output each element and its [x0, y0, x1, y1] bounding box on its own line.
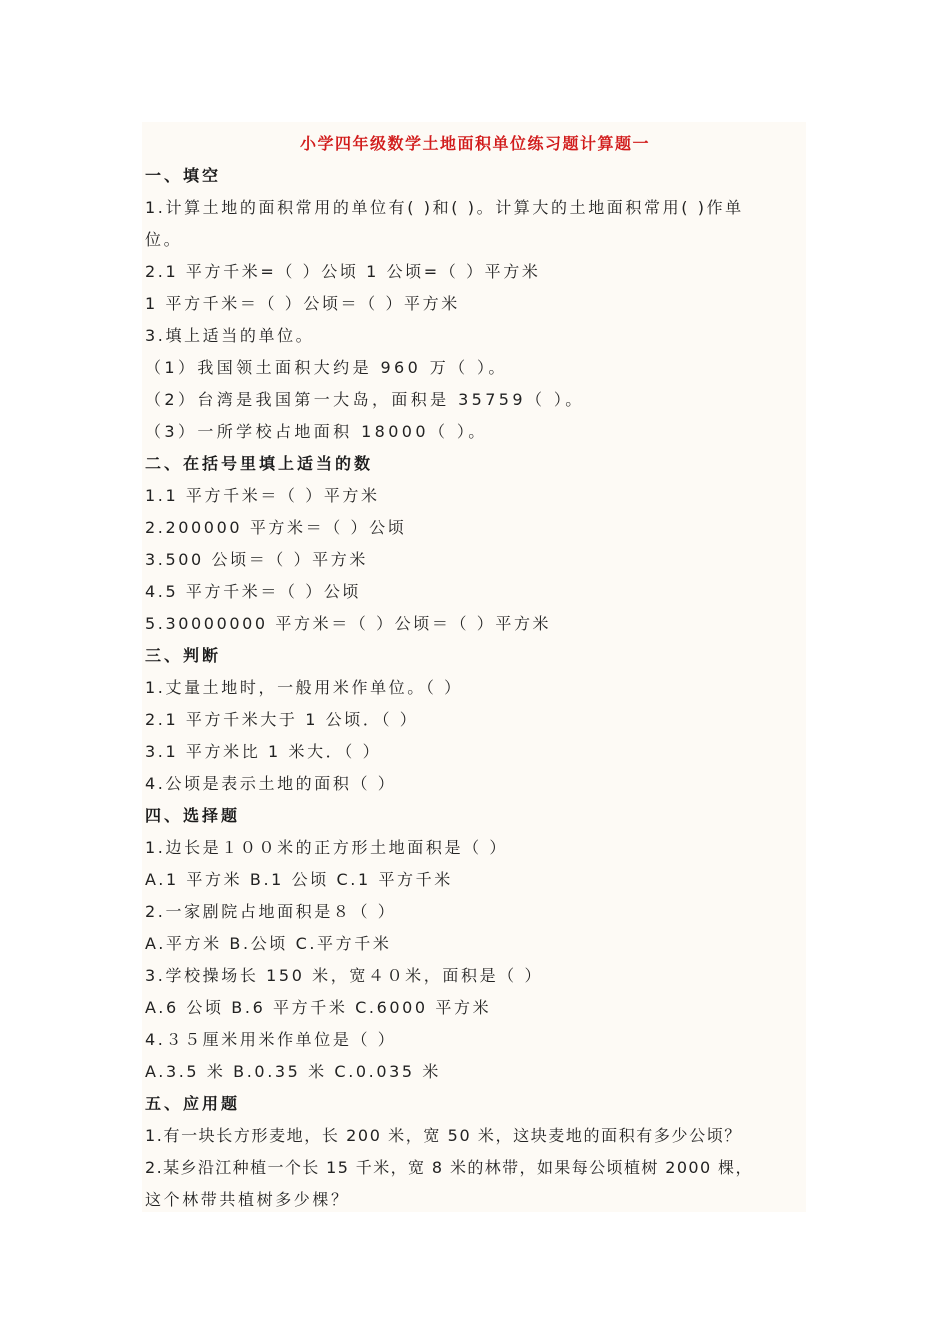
question-line: 4.３５厘米用米作单位是（ ）: [145, 1030, 397, 1049]
question-line: 3.1 平方米比 1 米大．（ ）: [145, 742, 382, 761]
question-line: （2）台湾是我国第一大岛，面积是 35759（ ）。: [145, 390, 585, 409]
section-heading-fill-in: 一、填空: [145, 166, 222, 185]
section-heading-true-false: 三、判断: [145, 646, 222, 665]
question-line: 2.1 平方千米=（ ）公顷 1 公顷=（ ）平方米: [145, 262, 541, 281]
question-line: 2.200000 平方米＝（ ）公顷: [145, 518, 407, 537]
question-line: 1.有一块长方形麦地，长 200 米，宽 50 米，这块麦地的面积有多少公顷？: [145, 1126, 742, 1145]
answer-options-line: A.3.5 米 B.0.35 米 C.0.035 米: [145, 1062, 441, 1081]
question-line: 3.500 公顷＝（ ）平方米: [145, 550, 368, 569]
question-line: 1 平方千米＝（ ）公顷＝（ ）平方米: [145, 294, 460, 313]
document-title: 小学四年级数学土地面积单位练习题计算题一: [299, 134, 650, 153]
question-line: 1.1 平方千米＝（ ）平方米: [145, 486, 380, 505]
question-line: （1）我国领土面积大约是 960 万（ ）。: [145, 358, 508, 377]
section-heading-word-problems: 五、应用题: [145, 1094, 241, 1113]
question-line: 1.丈量土地时，一般用米作单位。（ ）: [145, 678, 463, 697]
answer-options-line: A.6 公顷 B.6 平方千米 C.6000 平方米: [145, 998, 492, 1017]
question-line: 2.1 平方千米大于 1 公顷．（ ）: [145, 710, 419, 729]
section-heading-fill-numbers: 二、在括号里填上适当的数: [145, 454, 374, 473]
question-line: 4.公顷是表示土地的面积（ ）: [145, 774, 397, 793]
question-line: 1.计算土地的面积常用的单位有( )和( )。计算大的土地面积常用( )作单: [145, 198, 744, 217]
question-line: 2.一家剧院占地面积是８（ ）: [145, 902, 397, 921]
question-line: 这个林带共植树多少棵？: [145, 1190, 350, 1209]
question-line: 2.某乡沿江种植一个长 15 千米，宽 8 米的林带，如果每公顷植树 2000 棵，: [145, 1158, 753, 1177]
question-line: （3）一所学校占地面积 18000（ ）。: [145, 422, 488, 441]
question-line: 1.边长是１００米的正方形土地面积是（ ）: [145, 838, 508, 857]
section-heading-multiple-choice: 四、选择题: [145, 806, 241, 825]
question-line: 位。: [145, 230, 183, 249]
question-line: 3.学校操场长 150 米，宽４０米，面积是（ ）: [145, 966, 544, 985]
answer-options-line: A.1 平方米 B.1 公顷 C.1 平方千米: [145, 870, 453, 889]
answer-options-line: A.平方米 B.公顷 C.平方千米: [145, 934, 392, 953]
question-line: 5.30000000 平方米＝（ ）公顷＝（ ）平方米: [145, 614, 552, 633]
question-line: 3.填上适当的单位。: [145, 326, 315, 345]
question-line: 4.5 平方千米＝（ ）公顷: [145, 582, 362, 601]
